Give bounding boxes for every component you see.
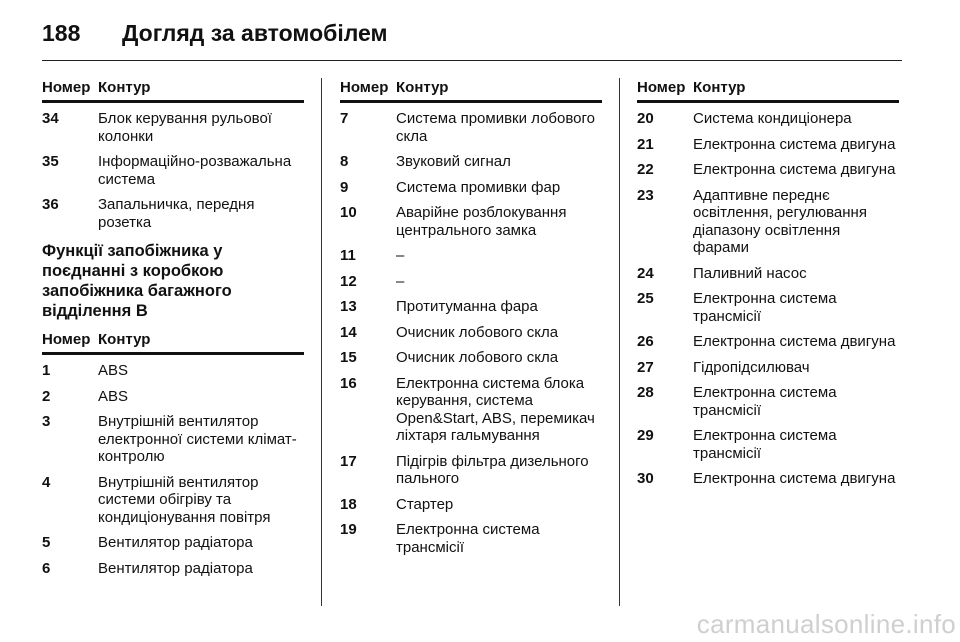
fuse-number: 27 (637, 358, 654, 376)
fuse-number: 21 (637, 135, 654, 153)
page-header (42, 14, 902, 54)
circuit-name: ABS (98, 362, 129, 379)
circuit-name: – (396, 247, 405, 264)
header-number: Номер (637, 79, 686, 96)
table-row (340, 349, 602, 367)
watermark: carmanualsonline.info (696, 609, 956, 639)
table-rows (42, 110, 304, 231)
circuit-name: – (396, 272, 405, 290)
circuit-name: Система промивки лобового скла (396, 110, 595, 145)
fuse-number: 17 (340, 452, 357, 470)
circuit-name: Очисник лобового скла (396, 349, 559, 366)
table-row (340, 521, 602, 556)
fuse-number: 6 (42, 559, 51, 577)
circuit-name: Адаптивне переднє освітлення, регулювання діапазону освітлення фарами (693, 186, 867, 256)
table-row (42, 560, 304, 578)
table-row (637, 359, 899, 377)
circuit-name: Електронна система трансмісії (693, 384, 837, 419)
table-row (340, 110, 602, 145)
table-header-rule (42, 352, 304, 355)
header-circuit: Контур (98, 331, 151, 348)
circuit-name: Очисник лобового скла (396, 323, 559, 341)
circuit-name: Система кондиціонера (693, 110, 852, 127)
column-3 (637, 78, 899, 496)
circuit-name: Запальничка, передня розетка (98, 196, 255, 231)
table-row (637, 187, 899, 257)
fuse-number: 3 (42, 413, 51, 430)
circuit-name: Електронна система трансмісії (693, 290, 837, 325)
header-circuit: Контур (693, 79, 746, 96)
circuit-name: Аварійне розблокування центрального замка (396, 204, 567, 239)
column-divider (619, 78, 620, 606)
table-row (42, 110, 304, 145)
table-row (637, 136, 899, 154)
table-header-rule (340, 100, 602, 103)
table-row (340, 324, 602, 342)
fuse-number: 18 (340, 495, 357, 513)
fuse-number: 10 (340, 204, 357, 221)
column-divider (321, 78, 322, 606)
fuse-number: 24 (637, 264, 654, 282)
table-row (637, 333, 899, 351)
fuse-number: 36 (42, 196, 59, 213)
table-row (42, 534, 304, 552)
table-header-rule (637, 100, 899, 103)
fuse-number: 4 (42, 473, 51, 491)
table-header (42, 78, 304, 98)
table-row (340, 204, 602, 239)
fuse-number: 22 (637, 161, 654, 178)
table-row (42, 196, 304, 231)
fuse-number: 16 (340, 374, 357, 392)
table-header-rule (42, 100, 304, 103)
table-rows (42, 362, 304, 577)
circuit-name: ABS (98, 387, 129, 405)
table-row (340, 298, 602, 316)
column-2 (340, 78, 602, 564)
table-row (42, 388, 304, 406)
table-row (637, 470, 899, 488)
table-row (637, 427, 899, 462)
fuse-number: 11 (340, 247, 356, 264)
circuit-name: Електронна система трансмісії (693, 427, 837, 462)
fuse-number: 26 (637, 333, 654, 350)
fuse-number: 29 (637, 427, 654, 444)
circuit-name: Електронна система блока керування, система Open&Start, ABS, перемикач ліхтаря гальмування (396, 374, 595, 444)
fuse-number: 19 (340, 521, 357, 538)
fuse-number: 8 (340, 153, 349, 170)
table-row (637, 110, 899, 128)
table-row (42, 413, 304, 466)
table-row (340, 453, 602, 488)
fuse-number: 14 (340, 323, 357, 341)
circuit-name: Гідропідсилювач (693, 358, 810, 376)
circuit-name: Система промивки фар (396, 178, 561, 196)
circuit-name: Паливний насос (693, 264, 807, 282)
table-row (340, 273, 602, 291)
circuit-name: Інформаційно-розважальна система (98, 153, 292, 188)
header-number: Номер (340, 79, 389, 96)
fuse-number: 12 (340, 272, 357, 290)
table-rows (637, 110, 899, 488)
circuit-name: Електронна система двигуна (693, 161, 896, 178)
table-row (42, 474, 304, 527)
table-rows (340, 110, 602, 556)
column-1 (42, 78, 304, 585)
fuse-number: 30 (637, 470, 654, 487)
table-row (637, 290, 899, 325)
page-title: Догляд за автомобілем (122, 20, 388, 46)
fuse-table-continued (42, 78, 304, 231)
circuit-name: Електронна система двигуна (693, 333, 896, 350)
table-row (340, 247, 602, 265)
fuse-number: 20 (637, 110, 654, 127)
table-row (340, 375, 602, 445)
circuit-name: Протитуманна фара (396, 298, 538, 315)
table-row (340, 153, 602, 171)
circuit-name: Блок керування рульової колонки (98, 110, 272, 145)
page-number: 188 (42, 20, 81, 46)
table-header (637, 78, 899, 98)
table-row (637, 384, 899, 419)
table-header (42, 330, 304, 350)
header-number: Номер (42, 331, 91, 348)
table-row (42, 362, 304, 380)
fuse-number: 34 (42, 110, 59, 127)
fuse-number: 23 (637, 186, 654, 204)
circuit-name: Внутрішній вентилятор системи обігріву та кондиціонування повітря (98, 473, 271, 526)
table-row (637, 161, 899, 179)
fuse-number: 2 (42, 387, 51, 405)
header-number: Номер (42, 79, 91, 96)
header-rule (42, 60, 902, 61)
fuse-number: 35 (42, 153, 59, 170)
circuit-name: Звуковий сигнал (396, 153, 511, 170)
circuit-name: Стартер (396, 495, 454, 513)
fuse-number: 13 (340, 298, 357, 315)
fuse-number: 5 (42, 534, 51, 551)
section-title: Функції запобіжника у поєднанні з коробкою запобіжника багажного відділення B (42, 242, 232, 320)
table-row (637, 265, 899, 283)
fuse-number: 15 (340, 349, 357, 366)
fuse-number: 7 (340, 110, 349, 127)
fuse-number: 28 (637, 384, 654, 401)
circuit-name: Підігрів фільтра дизельного пального (396, 452, 589, 487)
circuit-name: Вентилятор радіатора (98, 559, 253, 577)
table-row (42, 153, 304, 188)
circuit-name: Електронна система двигуна (693, 135, 896, 153)
fuse-number: 9 (340, 178, 349, 196)
header-circuit: Контур (396, 79, 449, 96)
circuit-name: Вентилятор радіатора (98, 534, 253, 551)
fuse-table-trunk (42, 330, 304, 577)
table-header (340, 78, 602, 98)
table-row (340, 179, 602, 197)
circuit-name: Електронна система двигуна (693, 470, 896, 487)
table-row (340, 496, 602, 514)
circuit-name: Внутрішній вентилятор електронної системи клімат-контролю (98, 413, 297, 465)
circuit-name: Електронна система трансмісії (396, 521, 540, 556)
fuse-number: 1 (42, 362, 51, 379)
header-circuit: Контур (98, 79, 151, 96)
fuse-number: 25 (637, 290, 654, 307)
